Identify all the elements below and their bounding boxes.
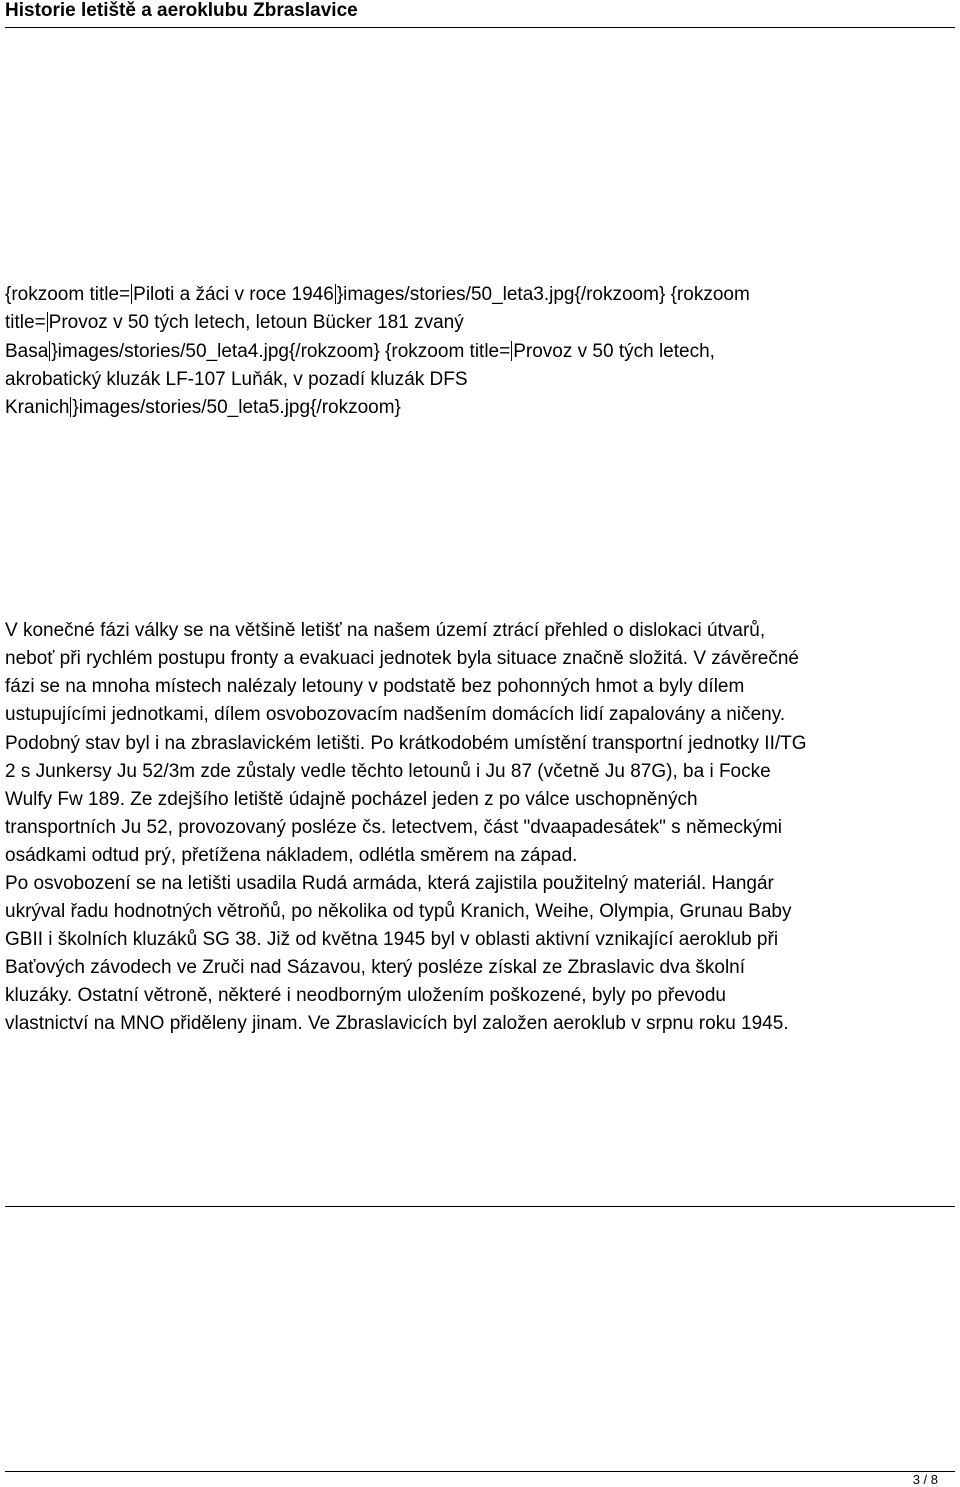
paragraph-line: neboť při rychlém postupu fronty a evakuaci jednotek byla situace značně složitá. V závěrečné [5, 648, 799, 669]
paragraph-line: Po osvobození se na letišti usadila Rudá armáda, která zajistila použitelný materiál. Hangár [5, 873, 774, 894]
rokzoom-line-2 [5, 312, 464, 334]
text-fragment: Kranich [5, 397, 70, 418]
text-fragment: }images/stories/50_leta5.jpg{/rokzoom} [72, 397, 401, 418]
text-fragment: Piloti a žáci v roce 1946 [133, 284, 334, 305]
rokzoom-line-5 [5, 397, 401, 419]
text-fragment: }images/stories/50_leta4.jpg{/rokzoom} {rokzoom title= [51, 341, 511, 362]
rokzoom-line-1 [5, 284, 750, 306]
text-fragment: Provoz v 50 tých letech, [513, 341, 715, 362]
page-title: Historie letiště a aeroklubu Zbraslavice [5, 0, 358, 21]
text-fragment: }images/stories/50_leta3.jpg{/rokzoom} {rokzoom [336, 284, 750, 305]
separator-bar [335, 284, 336, 304]
content-divider [5, 1206, 955, 1207]
paragraph-line: Baťových závodech ve Zruči nad Sázavou, který posléze získal ze Zbraslavic dva školní [5, 957, 746, 978]
text-fragment: title= [5, 312, 46, 333]
header-divider [5, 27, 955, 28]
paragraph-line: Wulfy Fw 189. Ze zdejšího letiště údajně pocházel jeden z po válce uschopněných [5, 789, 698, 810]
paragraph-line: transportních Ju 52, provozovaný posléze čs. letectvem, část "dvaapadesátek" s německými [5, 817, 783, 838]
paragraph-line: 2 s Junkersy Ju 52/3m zde zůstaly vedle těchto letounů i Ju 87 (včetně Ju 87G), ba i Focke [5, 761, 771, 782]
separator-bar [47, 312, 48, 332]
rokzoom-line-3 [5, 341, 715, 363]
text-fragment: Basa [5, 341, 49, 362]
paragraph-line: ustupujícími jednotkami, dílem osvobozovacím nadšením domácích lidí zapalovány a ničeny. [5, 704, 786, 725]
text-fragment: {rokzoom title= [5, 284, 131, 305]
rokzoom-line-4: akrobatický kluzák LF-107 Luňák, v pozadí kluzák DFS [5, 369, 468, 390]
separator-bar [131, 284, 132, 304]
paragraph-line: vlastnictví na MNO přiděleny jinam. Ve Zbraslavicích byl založen aeroklub v srpnu roku 1945. [5, 1013, 789, 1034]
paragraph-line: kluzáky. Ostatní větroně, některé i neodborným uložením poškozené, byly po převodu [5, 985, 726, 1006]
text-fragment: Provoz v 50 tých letech, letoun Bücker 181 zvaný [48, 312, 464, 333]
paragraph-line: Podobný stav byl i na zbraslavickém letišti. Po krátkodobém umístění transportní jednotky II/TG [5, 733, 807, 754]
paragraph-line: fázi se na mnoha místech nalézaly letouny v podstatě bez pohonných hmot a byly dílem [5, 676, 745, 697]
paragraph-line: V konečné fázi války se na většině letišť na našem území ztrácí přehled o dislokaci útvarů, [5, 620, 766, 641]
paragraph-line: osádkami odtud prý, přetížena nákladem, odlétla směrem na západ. [5, 845, 578, 866]
paragraph-line: GBII i školních kluzáků SG 38. Již od května 1945 byl v oblasti aktivní vznikající aeroklub při [5, 929, 779, 950]
paragraph-line: ukrýval řadu hodnotných větroňů, po několika od typů Kranich, Weihe, Olympia, Grunau Baby [5, 901, 792, 922]
footer-divider [5, 1471, 955, 1472]
page-number: 3 / 8 [912, 1472, 938, 1487]
